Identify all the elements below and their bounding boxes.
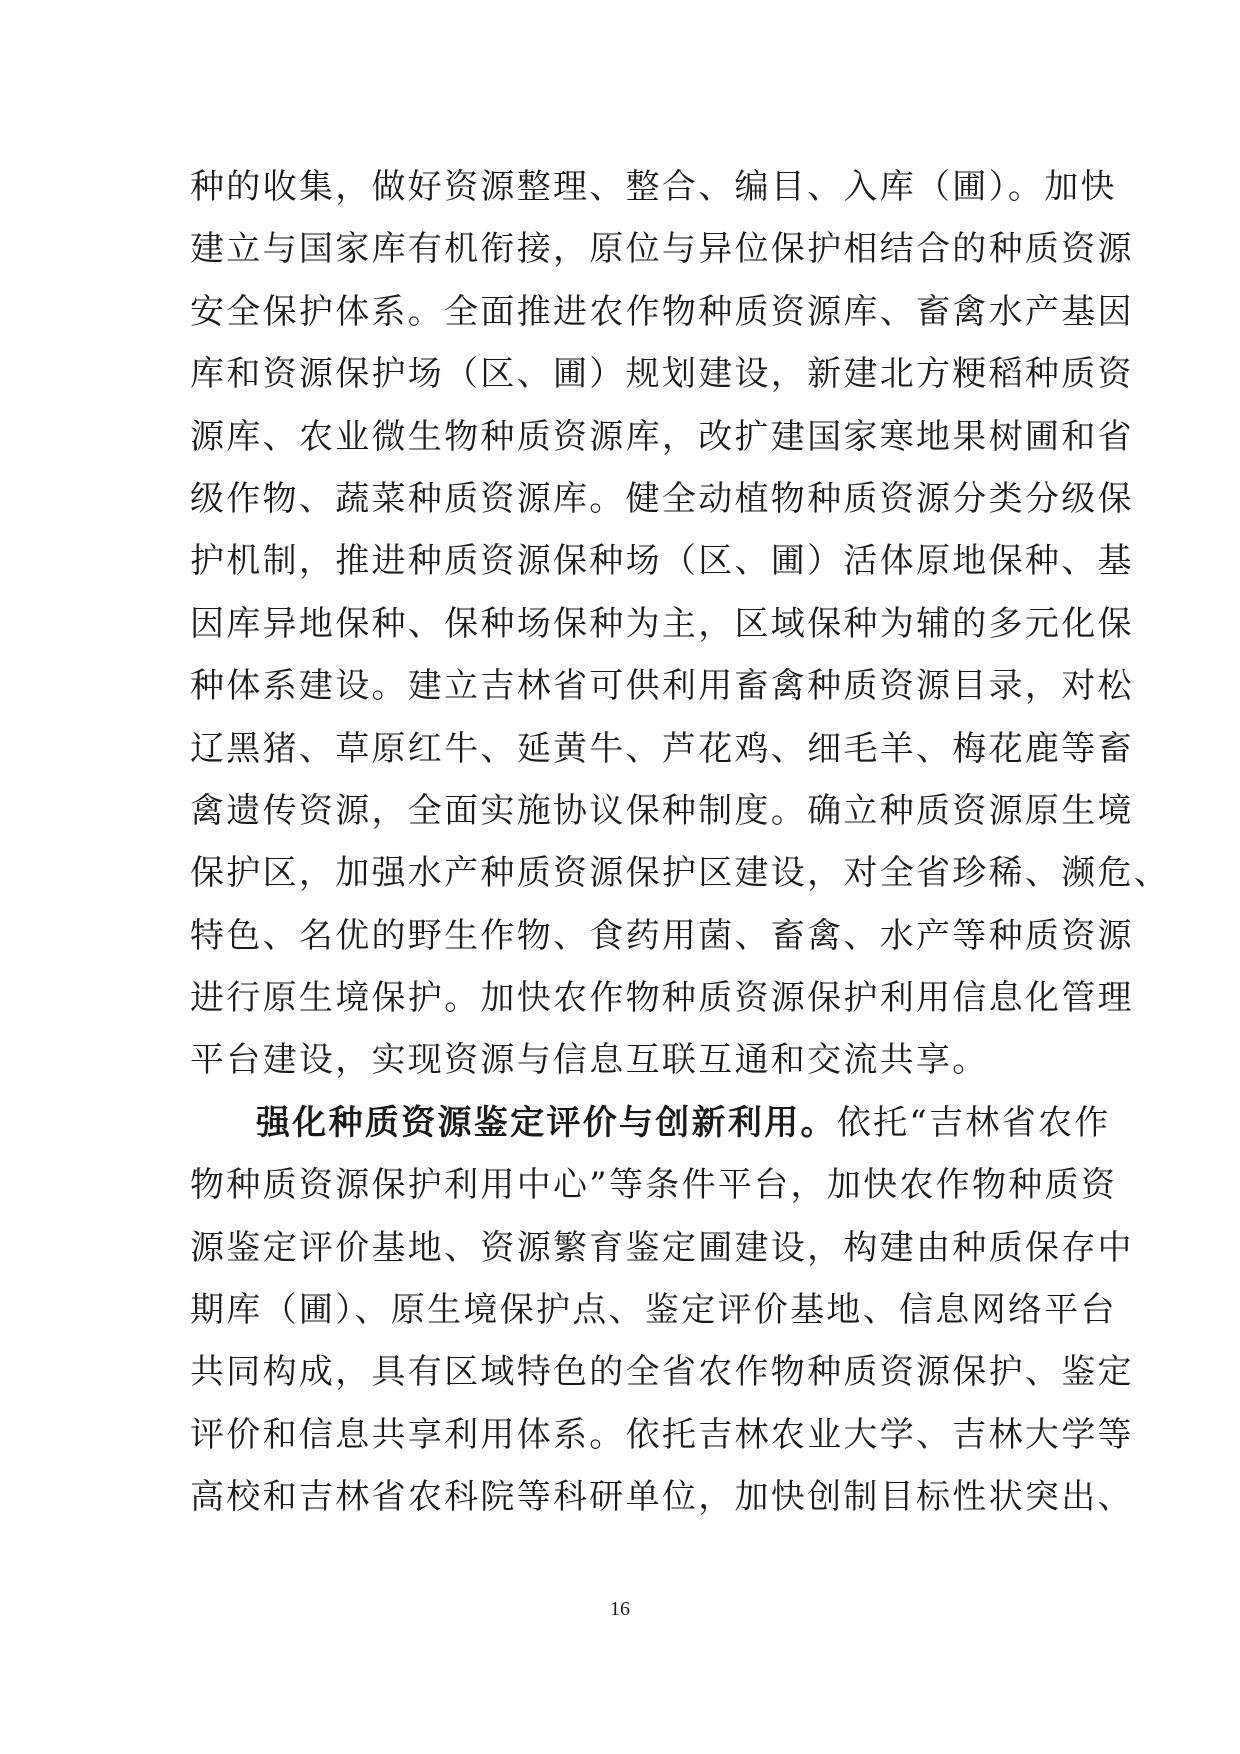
text-line: 源鉴定评价基地、资源繁育鉴定圃建设，构建由种质保存中 <box>190 1227 1134 1268</box>
text-line-with-heading <box>190 1092 1111 1154</box>
text-line: 建立与国家库有机衔接，原位与异位保护相结合的种质资源 <box>190 229 1134 270</box>
text-line: 评价和信息共享利用体系。依托吉林农业大学、吉林大学等 <box>190 1414 1134 1455</box>
text-line: 安全保护体系。全面推进农作物种质资源库、畜禽水产基因 <box>190 291 1134 332</box>
page-number: 16 <box>610 1598 630 1620</box>
text-line: 辽黑猪、草原红牛、延黄牛、芦花鸡、细毛羊、梅花鹿等畜 <box>190 728 1134 769</box>
text-line: 护机制，推进种质资源保种场（区、圃）活体原地保种、基 <box>190 541 1134 582</box>
text-line: 期库（圃）、原生境保护点、鉴定评价基地、信息网络平台 <box>190 1290 1117 1331</box>
text-line: 共同构成，具有区域特色的全省农作物种质资源保护、鉴定 <box>190 1352 1134 1393</box>
text-line: 因库异地保种、保种场保种为主，区域保种为辅的多元化保 <box>190 603 1134 644</box>
text-line: 种的收集，做好资源整理、整合、编目、入库（圃）。加快 <box>190 167 1117 207</box>
text-line: 高校和吉林省农科院等科研单位，加快创制目标性状突出、 <box>190 1477 1134 1518</box>
body-text <box>190 156 1171 1529</box>
text-line: 级作物、蔬菜种质资源库。健全动植物种质资源分类分级保 <box>190 478 1134 519</box>
section-heading: 强化种质资源鉴定评价与创新利用。 <box>256 1102 837 1143</box>
text-line: 禽遗传资源，全面实施协议保种制度。确立种质资源原生境 <box>190 790 1134 831</box>
text-line: 库和资源保护场（区、圃）规划建设，新建北方粳稻种质资 <box>190 354 1134 395</box>
text-line: 保护区，加强水产种质资源保护区建设，对全省珍稀、濒危、 <box>190 853 1171 894</box>
text-line: 物种质资源保护利用中心”等条件平台，加快农作物种质资 <box>190 1165 1118 1206</box>
text-line: 进行原生境保护。加快农作物种质资源保护利用信息化管理 <box>190 978 1134 1019</box>
text-line: 特色、名优的野生作物、食药用菌、畜禽、水产等种质资源 <box>190 915 1134 956</box>
text-line: 种体系建设。建立吉林省可供利用畜禽种质资源目录，对松 <box>190 666 1134 707</box>
text-run: 依托“吉林省农作 <box>836 1102 1111 1143</box>
text-line: 源库、农业微生物种质资源库，改扩建国家寒地果树圃和省 <box>190 416 1134 457</box>
paragraph-germplasm-protection <box>190 156 1171 1092</box>
text-line: 平台建设，实现资源与信息互联互通和交流共享。 <box>190 1040 989 1081</box>
paragraph-evaluation-innovation <box>190 1092 1134 1529</box>
